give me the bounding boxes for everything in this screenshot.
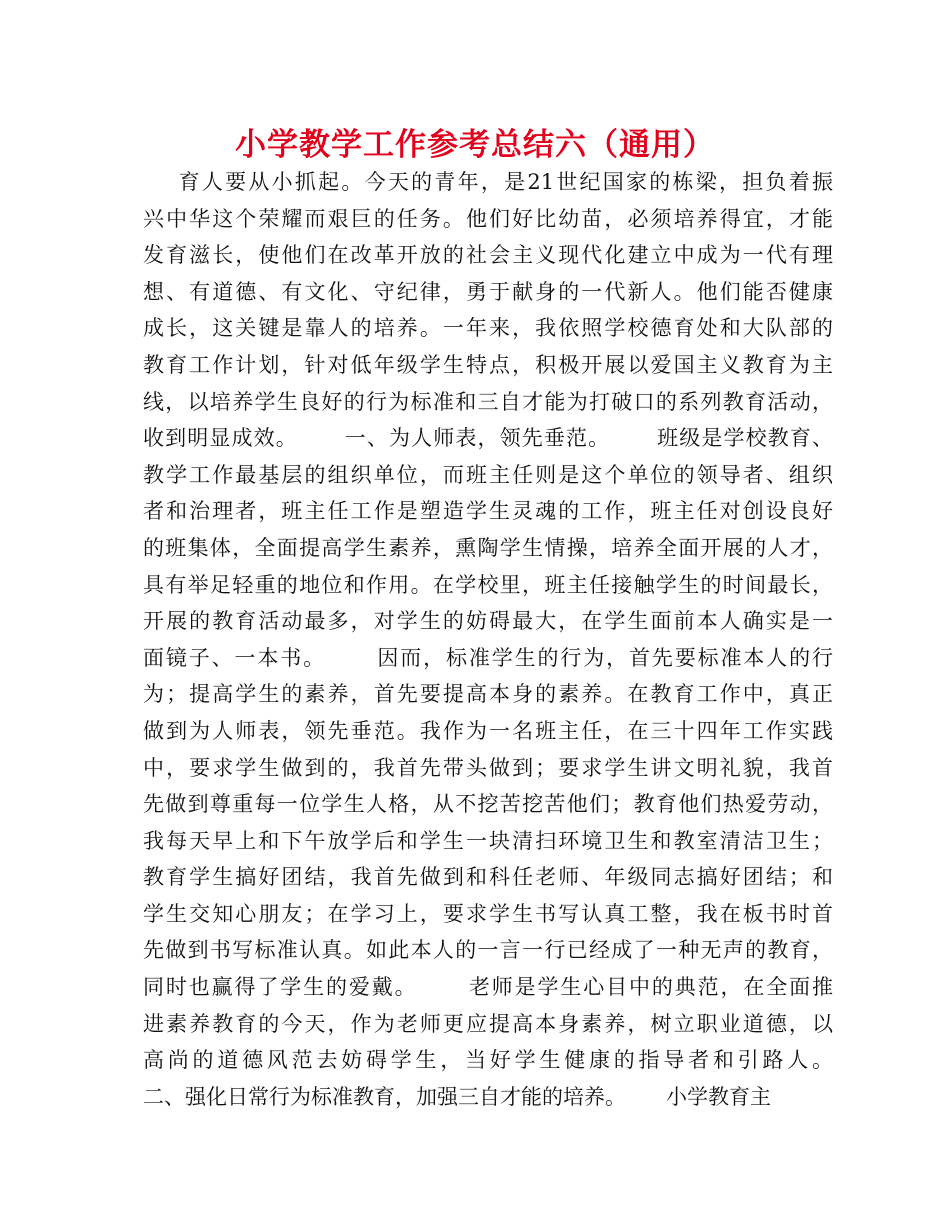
body-line: 开展的教育活动最多，对学生的妨碍最大，在学生面前本人确实是一 <box>143 609 833 634</box>
body-line: 成长，这关键是靠人的培养。一年来，我依照学校德育处和大队部的 <box>143 316 833 341</box>
body-line: 兴中华这个荣耀而艰巨的任务。他们好比幼苗，必须培养得宜，才能 <box>143 206 833 231</box>
body-line: 二、强化日常行为标准教育，加强三自才能的培养。 小学教育主 <box>143 1084 772 1109</box>
body-line: 的班集体，全面提高学生素养，熏陶学生情操，培养全面开展的人才， <box>143 535 833 560</box>
body-line: 教育工作计划，针对低年级学生特点，积极开展以爱国主义教育为主 <box>143 352 833 377</box>
body-line: 进素养教育的今天，作为老师更应提高本身素养，树立职业道德，以 <box>143 1011 833 1036</box>
body-line: 想、有道德、有文化、守纪律，勇于献身的一代新人。他们能否健康 <box>143 279 833 304</box>
body-line: 发育滋长，使他们在改革开放的社会主义现代化建立中成为一代有理 <box>143 243 833 268</box>
body-line: 为；提高学生的素养，首先要提高本身的素养。在教育工作中，真正 <box>143 682 833 707</box>
document-title: 小学教学工作参考总结六（通用） <box>235 127 715 163</box>
body-line: 做到为人师表，领先垂范。我作为一名班主任，在三十四年工作实践 <box>143 718 833 743</box>
body-line: 教育学生搞好团结，我首先做到和科任老师、年级同志搞好团结；和 <box>143 865 833 890</box>
body-line: 高尚的道德风范去妨碍学生，当好学生健康的指导者和引路人。 <box>143 1048 833 1073</box>
body-line: 先做到尊重每一位学生人格，从不挖苦挖苦他们；教育他们热爱劳动， <box>143 792 833 817</box>
body-line: 具有举足轻重的地位和作用。在学校里，班主任接触学生的时间最长， <box>143 572 833 597</box>
body-line: 学生交知心朋友；在学习上，要求学生书写认真工整，我在板书时首 <box>143 901 833 926</box>
body-line: 中，要求学生做到的，我首先带头做到；要求学生讲文明礼貌，我首 <box>143 755 833 780</box>
body-line: 育人要从小抓起。今天的青年，是21世纪国家的栋梁，担负着振 <box>143 170 833 194</box>
body-line: 收到明显成效。 一、为人师表，领先垂范。 班级是学校教育、 <box>143 426 833 451</box>
body-line: 教学工作最基层的组织单位，而班主任则是这个单位的领导者、组织 <box>143 462 833 487</box>
body-line: 我每天早上和下午放学后和学生一块清扫环境卫生和教室清洁卫生； <box>143 828 833 853</box>
body-line: 者和治理者，班主任工作是塑造学生灵魂的工作，班主任对创设良好 <box>143 499 833 524</box>
body-line: 面镜子、一本书。 因而，标准学生的行为，首先要标准本人的行 <box>143 645 833 670</box>
body-line: 线，以培养学生良好的行为标准和三自才能为打破口的系列教育活动， <box>143 389 833 414</box>
body-line: 同时也赢得了学生的爱戴。 老师是学生心目中的典范，在全面推 <box>143 975 833 1000</box>
document-body <box>143 164 833 1115</box>
body-line: 先做到书写标准认真。如此本人的一言一行已经成了一种无声的教育， <box>143 938 833 963</box>
